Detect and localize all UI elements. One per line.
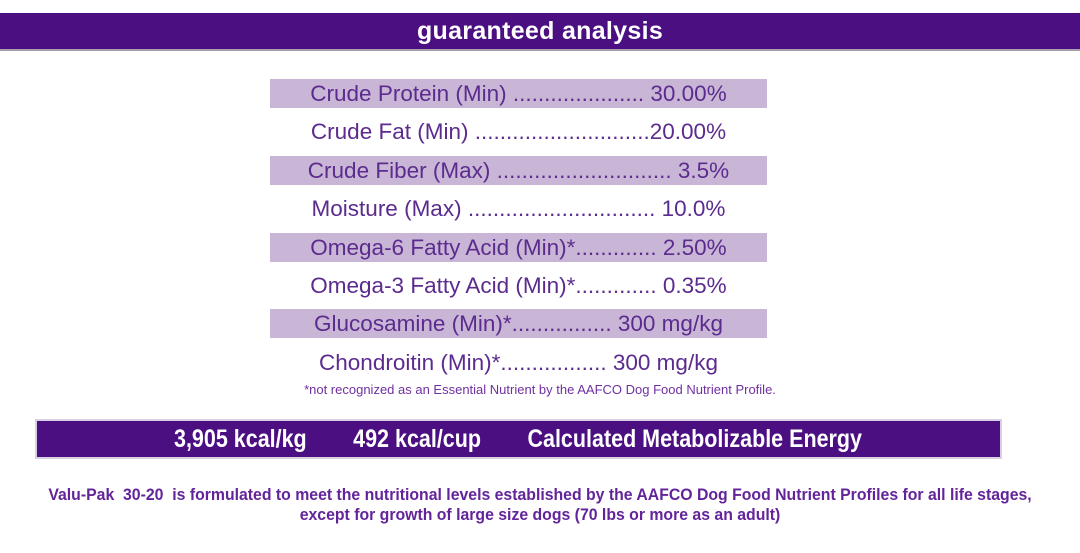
aafco-footnote: *not recognized as an Essential Nutrient by the AAFCO Dog Food Nutrient Profile.: [304, 382, 776, 397]
leader-dots: ............................: [490, 157, 678, 183]
aafco-statement-line1: Valu-Pak 30-20 is formulated to meet the nutritional levels established by the AAFCO Dog Food Nutrient Profiles for all life stages,: [48, 485, 1032, 504]
nutrient-value: 0.35%: [662, 272, 727, 298]
energy-bar: [35, 419, 1002, 459]
nutrient-value: 10.0%: [661, 196, 726, 222]
leader-dots: .....................: [506, 81, 651, 106]
leader-dots: .............: [575, 272, 663, 298]
nutrient-label: Omega-3 Fatty Acid (Min)*: [310, 272, 576, 298]
leader-dots: ............................: [468, 119, 650, 145]
header-title: guaranteed analysis: [416, 16, 664, 45]
nutrient-label: Glucosamine (Min)*: [314, 311, 512, 337]
nutrient-value: 30.00%: [650, 81, 727, 106]
nutrient-label: Chondroitin (Min)*: [319, 349, 501, 375]
leader-dots: .............: [575, 234, 663, 260]
aafco-statement: [0, 485, 1080, 525]
leader-dots: ..............................: [461, 196, 662, 222]
analysis-row-omega-6: [270, 233, 767, 262]
analysis-row-moisture: [270, 194, 767, 223]
nutrient-label: Crude Fat (Min): [310, 119, 469, 145]
nutrient-label: Crude Protein (Min): [310, 81, 507, 106]
nutrient-value: 300 mg/kg: [617, 311, 723, 337]
guaranteed-analysis-header: [0, 13, 1080, 51]
analysis-row-chondroitin: [270, 348, 767, 377]
nutrient-value: 3.5%: [677, 157, 730, 183]
kcal-per-cup-value: 492 kcal/cup: [353, 424, 482, 453]
analysis-row-omega-3: [270, 271, 767, 300]
aafco-statement-line2: except for growth of large size dogs (70 lbs or more as an adult): [299, 505, 781, 524]
leader-dots: ................: [511, 311, 618, 337]
nutrient-value: 20.00%: [649, 119, 727, 145]
nutrient-label: Crude Fiber (Max): [307, 157, 491, 183]
energy-bar-content: [174, 425, 862, 454]
kcal-per-kg-value: 3,905 kcal/kg: [174, 424, 308, 453]
leader-dots: .................: [500, 349, 613, 375]
nutrient-label: Omega-6 Fatty Acid (Min)*: [310, 234, 576, 260]
nutrient-label: Moisture (Max): [311, 196, 462, 222]
analysis-row-crude-fat: [270, 117, 767, 146]
analysis-row-crude-protein: [270, 79, 767, 108]
nutrient-value: 300 mg/kg: [612, 349, 718, 375]
analysis-row-glucosamine: [270, 309, 767, 338]
analysis-row-crude-fiber: [270, 156, 767, 185]
nutrient-value: 2.50%: [662, 234, 727, 260]
energy-bar-title: Calculated Metabolizable Energy: [527, 424, 863, 453]
guaranteed-analysis-list: [270, 79, 767, 386]
